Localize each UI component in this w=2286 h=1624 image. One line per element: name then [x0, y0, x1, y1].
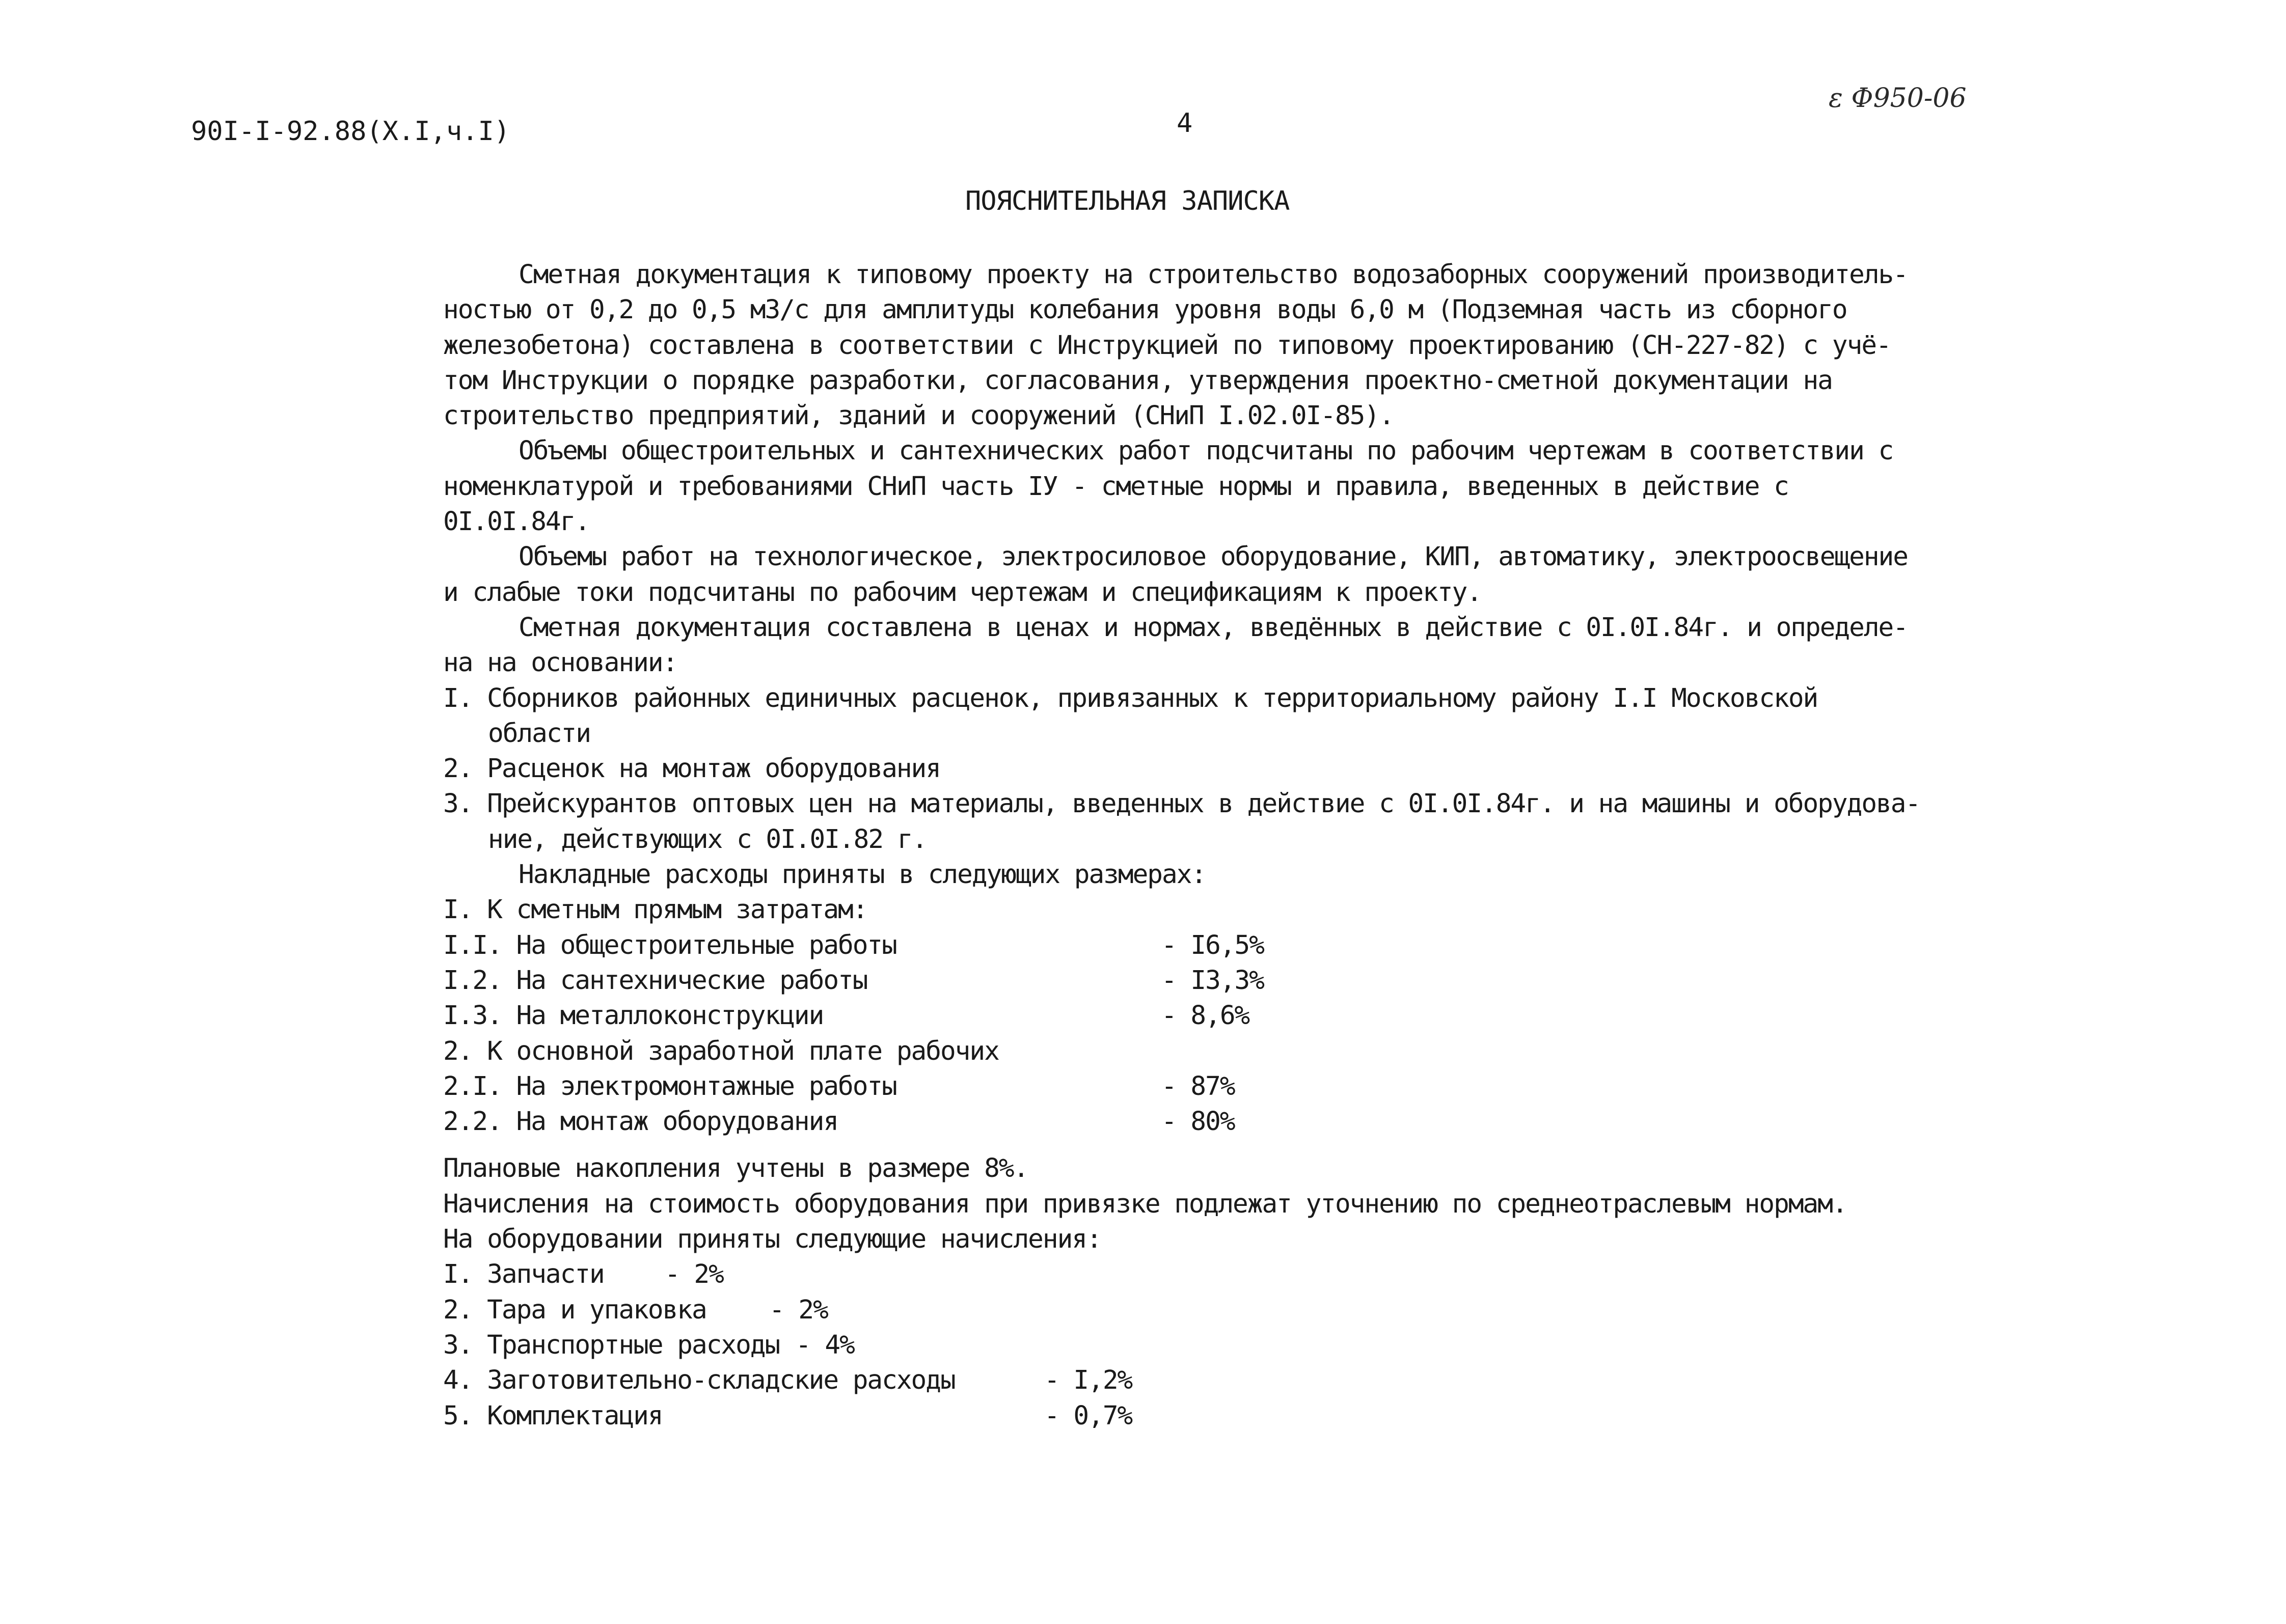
- overhead-label: I. К сметным прямым затратам:: [443, 895, 867, 925]
- basis-item-continuation: ние, действующих с 0I.0I.82 г.: [488, 824, 927, 855]
- equipment-row: [443, 1363, 1930, 1398]
- overhead-value: - 80%: [1161, 1107, 1235, 1137]
- text-line: строительство предприятий, зданий и сооружений (СНиП I.02.0I-85).: [443, 401, 1394, 431]
- text-line: Объемы работ на технологическое, электросиловое оборудование, КИП, автоматику, электроосвещение: [519, 542, 1908, 572]
- overhead-label: I.3. На металлоконструкции: [443, 1001, 824, 1031]
- basis-item: I. Сборников районных единичных расценок, привязанных к территориальному району I.I Московской: [443, 683, 1818, 713]
- page-title: ПОЯСНИТЕЛЬНАЯ ЗАПИСКА: [965, 186, 1290, 216]
- document-body: [443, 257, 1930, 1434]
- text-line: Сметная документация к типовому проекту на строительство водозаборных сооружений производитель-: [519, 260, 1908, 290]
- text-line: и слабые токи подсчитаны по рабочим чертежам и спецификациям к проекту.: [443, 577, 1482, 608]
- equipment-row: [443, 1257, 1930, 1292]
- text-line: номенклатурой и требованиями СНиП часть IУ - сметные нормы и правила, введенных в действие с: [443, 471, 1788, 502]
- overhead-value: - I3,3%: [1161, 965, 1264, 996]
- text-line: Сметная документация составлена в ценах и нормах, введённых в действие с 0I.0I.84г. и определе-: [519, 612, 1908, 643]
- overhead-label: 2. К основной заработной плате рабочих: [443, 1036, 999, 1066]
- document-code: 90I-I-92.88(X.I,ч.I): [191, 116, 510, 147]
- basis-item: 2. Расценок на монтаж оборудования: [443, 754, 940, 784]
- equipment-row: [443, 1328, 1930, 1363]
- overhead-label: 2.I. На электромонтажные работы: [443, 1071, 896, 1102]
- equipment-intro: На оборудовании приняты следующие начисления:: [443, 1224, 1101, 1255]
- archive-handwritten-mark: ε Ф950-06: [1829, 83, 1967, 114]
- equipment-row: [443, 1292, 1930, 1328]
- equipment-value: - 2%: [665, 1259, 723, 1290]
- page-number: 4: [1177, 108, 1193, 139]
- equipment-label: 5. Комплектация: [443, 1400, 663, 1431]
- equipment-note: Начисления на стоимость оборудования при привязке подлежат уточнению по среднеотраслевым нормам.: [443, 1189, 1847, 1219]
- accumulation-line: Плановые накопления учтены в размере 8%.: [443, 1153, 1028, 1184]
- overhead-row: [443, 963, 1930, 998]
- equipment-value: - 4%: [796, 1330, 854, 1360]
- text-line: на на основании:: [443, 648, 677, 678]
- equipment-label: 2. Тара и упаковка: [443, 1295, 706, 1325]
- overhead-row: [443, 1069, 1930, 1104]
- equipment-label: I. Запчасти: [443, 1259, 604, 1290]
- equipment-label: 4. Заготовительно-складские расходы: [443, 1365, 955, 1396]
- text-line: 0I.0I.84г.: [443, 507, 590, 537]
- overhead-value: - I6,5%: [1161, 930, 1264, 960]
- overhead-row: [443, 928, 1930, 963]
- basis-item-continuation: области: [488, 718, 590, 749]
- text-line: железобетона) составлена в соответствии с Инструкцией по типовому проектированию (СН-227-82) с учё-: [443, 330, 1891, 361]
- text-line: том Инструкции о порядке разработки, согласования, утверждения проектно-сметной документации на: [443, 365, 1832, 396]
- overhead-value: - 8,6%: [1161, 1001, 1249, 1031]
- text-line: ностью от 0,2 до 0,5 м3/с для амплитуды колебания уровня воды 6,0 м (Подземная часть из сборного: [443, 295, 1847, 325]
- overhead-value: - 87%: [1161, 1071, 1235, 1102]
- overhead-label: I.2. На сантехнические работы: [443, 965, 867, 996]
- overhead-row: [443, 892, 1930, 927]
- text-line: Объемы общестроительных и сантехнических работ подсчитаны по рабочим чертежам в соответствии с: [519, 436, 1893, 466]
- equipment-label: 3. Транспортные расходы: [443, 1330, 780, 1360]
- overhead-row: [443, 998, 1930, 1033]
- equipment-value: - I,2%: [1044, 1365, 1132, 1396]
- equipment-row: [443, 1398, 1930, 1434]
- overhead-intro: Накладные расходы приняты в следующих размерах:: [519, 860, 1206, 890]
- overhead-row: [443, 1104, 1930, 1139]
- equipment-value: - 2%: [769, 1295, 828, 1325]
- equipment-value: - 0,7%: [1044, 1400, 1132, 1431]
- overhead-row: [443, 1034, 1930, 1069]
- overhead-label: 2.2. На монтаж оборудования: [443, 1107, 838, 1137]
- basis-item: 3. Прейскурантов оптовых цен на материалы, введенных в действие с 0I.0I.84г. и на машины и оборудова-: [443, 789, 1920, 819]
- overhead-label: I.I. На общестроительные работы: [443, 930, 896, 960]
